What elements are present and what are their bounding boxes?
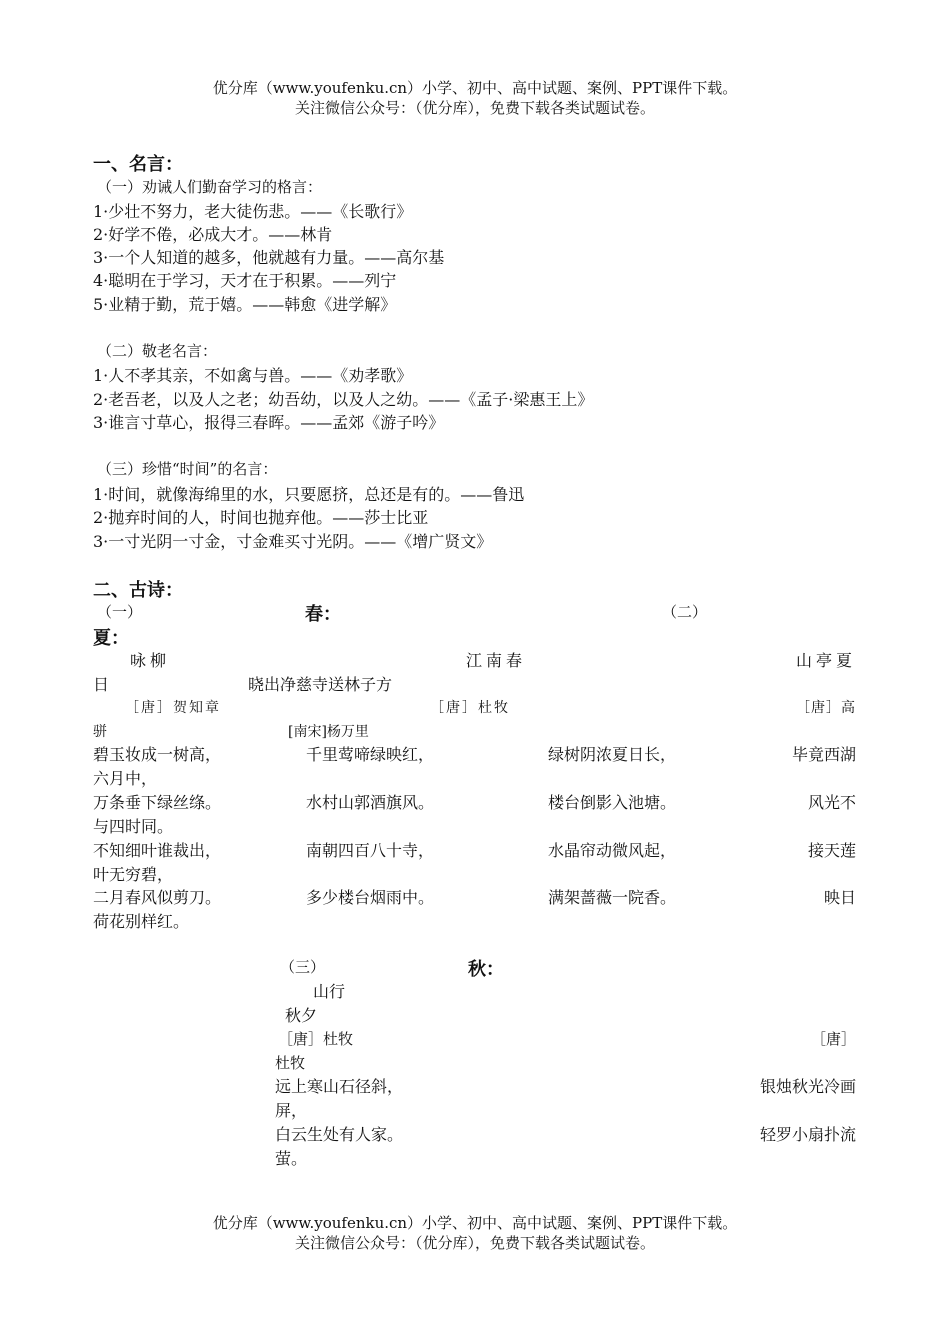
group-title-time: （三）珍惜“时间”的名言： [97, 460, 278, 478]
poem-line-jiangnanchun: 水村山郭酒旗风。 [306, 793, 435, 812]
quote-item: 1·人不孝其亲，不如禽与兽。——《劝孝歌》 [93, 366, 413, 385]
poem-line-shantingxiari: 水晶帘动微风起， [548, 841, 677, 860]
section-title-quotes: 一、名言： [93, 154, 183, 175]
poem-line-jiangnanchun: 南朝四百八十寺， [306, 841, 435, 860]
group-title-elders: （二）敬老名言： [97, 342, 218, 360]
quote-item: 1·时间，就像海绵里的水，只要愿挤，总还是有的。——鲁迅 [93, 485, 525, 504]
poem-line-yongliu: 不知细叶谁裁出， [93, 841, 222, 860]
poem-line-shantingxiari: 绿树阴浓夏日长， [548, 745, 677, 764]
poem-author-yongliu: ［唐］贺知章 [125, 700, 221, 716]
poem-title-shanxing: 山行 [313, 982, 346, 1001]
group-title-study: （一）劝诫人们勤奋学习的格言： [97, 178, 323, 196]
poem-author-shanxing: ［唐］杜牧 [278, 1030, 354, 1048]
spring-title: 春： [305, 604, 341, 625]
autumn-title: 秋： [468, 959, 504, 980]
poem-title-shantingxiari: 山亭夏 [795, 651, 856, 670]
poem-line-jiangnanchun: 千里莺啼绿映红， [306, 745, 435, 764]
quote-item: 3·一个人知道的越多，他就越有力量。——高尔基 [93, 248, 445, 267]
quote-item: 4·聪明在于学习，天才在于积累。——列宁 [93, 271, 397, 290]
poem-line-shantingxiari: 楼台倒影入池塘。 [548, 793, 677, 812]
poem-line-qiuxi-end: 萤。 [275, 1149, 308, 1168]
poem-line-xiaochu-end: 叶无穷碧， [93, 865, 174, 884]
spring-label: （一） [97, 603, 143, 621]
footer-line-1: 优分库（www.youfenku.cn）小学、初中、高中试题、案例、PPT课件下载。 [212, 1214, 738, 1232]
poem-line-shanxing: 白云生处有人家。 [275, 1125, 404, 1144]
poem-line-xiaochu-start: 毕竟西湖 [791, 745, 856, 764]
poem-author-jiangnanchun: ［唐］杜牧 [430, 700, 510, 716]
poem-line-yongliu: 二月春风似剪刀。 [93, 888, 222, 907]
poem-line-jiangnanchun: 多少楼台烟雨中。 [306, 888, 435, 907]
poem-author-xiaochu: [南宋]杨万里 [288, 724, 369, 740]
poem-line-xiaochu-end: 与四时同。 [93, 817, 174, 836]
poem-title-shantingxiari-cont: 日 [93, 675, 110, 694]
poem-line-xiaochu-start: 映日 [823, 888, 856, 907]
poem-title-yongliu: 咏柳 [130, 651, 171, 670]
quote-item: 2·抛弃时间的人，时间也抛弃他。——莎士比亚 [93, 508, 429, 527]
poem-author-qiuxi-cont: 杜牧 [275, 1054, 306, 1072]
poem-line-xiaochu-start: 风光不 [807, 793, 856, 812]
poem-line-shanxing: 远上寒山石径斜， [275, 1077, 404, 1096]
poem-line-xiaochu-start: 接天莲 [807, 841, 856, 860]
quote-item: 5·业精于勤，荒于嬉。——韩愈《进学解》 [93, 295, 397, 314]
poem-title-xiaochu: 晓出净慈寺送林子方 [248, 675, 393, 694]
poem-line-qiuxi-start: 轻罗小扇扑流 [759, 1125, 856, 1144]
poem-line-qiuxi-end: 屏， [275, 1101, 308, 1120]
header-line-2: 关注微信公众号：（优分库），免费下载各类试题试卷。 [294, 99, 655, 117]
summer-title: 夏： [93, 628, 129, 649]
poem-line-shantingxiari: 满架蔷薇一院香。 [548, 888, 677, 907]
poem-title-qiuxi: 秋夕 [285, 1006, 318, 1025]
quote-item: 2·好学不倦，必成大才。——林肯 [93, 225, 333, 244]
quote-item: 2·老吾老，以及人之老；幼吾幼，以及人之幼。——《孟子·梁惠王上》 [93, 390, 594, 409]
poem-line-qiuxi-start: 银烛秋光冷画 [759, 1077, 856, 1096]
poem-line-xiaochu-end: 荷花别样红。 [93, 912, 190, 931]
poem-author-qiuxi: ［唐］ [810, 1030, 856, 1048]
header-line-1: 优分库（www.youfenku.cn）小学、初中、高中试题、案例、PPT课件下载。 [212, 79, 738, 97]
quote-item: 3·谁言寸草心，报得三春晖。——孟郊《游子吟》 [93, 413, 445, 432]
poem-line-xiaochu-end: 六月中， [93, 769, 158, 788]
quote-item: 1·少壮不努力，老大徒伤悲。——《长歌行》 [93, 202, 413, 221]
poem-title-jiangnanchun: 江南春 [466, 651, 527, 670]
section-title-poems: 二、古诗： [93, 580, 183, 601]
autumn-label: （三） [280, 958, 326, 976]
summer-label: （二） [662, 603, 708, 621]
footer-line-2: 关注微信公众号：（优分库），免费下载各类试题试卷。 [294, 1234, 655, 1252]
poem-author-shantingxiari-cont: 骈 [93, 724, 109, 740]
poem-line-yongliu: 万条垂下绿丝绦。 [93, 793, 222, 812]
poem-author-shantingxiari: ［唐］高 [796, 700, 856, 716]
quote-item: 3·一寸光阴一寸金，寸金难买寸光阴。——《增广贤文》 [93, 532, 493, 551]
poem-line-yongliu: 碧玉妆成一树高， [93, 745, 222, 764]
